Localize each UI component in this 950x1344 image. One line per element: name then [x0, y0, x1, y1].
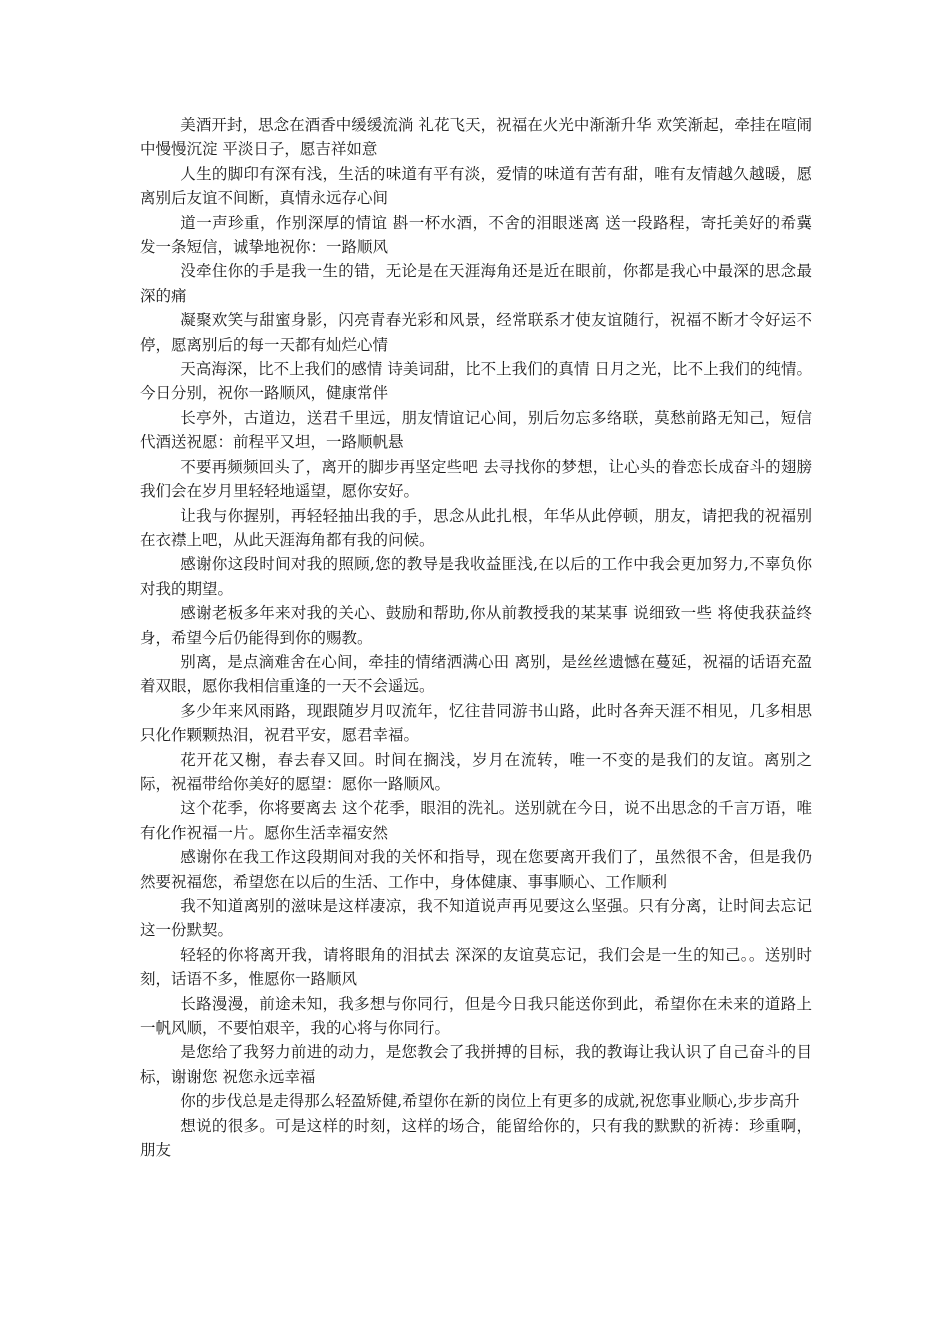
document-body	[140, 113, 812, 1162]
paragraph: 美酒开封，思念在酒香中缓缓流淌 礼花飞天，祝福在火光中渐渐升华 欢笑渐起，牵挂在喧闹中慢慢沉淀 平淡日子，愿吉祥如意	[140, 116, 812, 159]
paragraph: 让我与你握别，再轻轻抽出我的手，思念从此扎根，年华从此停顿，朋友，请把我的祝福别在衣襟上吧，从此天涯海角都有我的问候。	[140, 506, 812, 549]
paragraph: 长亭外，古道边，送君千里远，朋友情谊记心间，别后勿忘多络联，莫愁前路无知己，短信代酒送祝愿：前程平又坦，一路顺帆悬	[140, 408, 812, 452]
paragraph: 别离，是点滴难舍在心间，牵挂的情绪洒满心田 离别，是丝丝遗憾在蔓延，祝福的话语充盈着双眼，愿你我相信重逢的一天不会遥远。	[140, 652, 812, 696]
paragraph: 感谢老板多年来对我的关心、鼓励和帮助,你从前教授我的某某事 说细致一些 将使我获益终身，希望今后仍能得到你的赐教。	[140, 604, 812, 647]
paragraph: 没牵住你的手是我一生的错，无论是在天涯海角还是近在眼前，你都是我心中最深的思念最深的痛	[140, 262, 812, 305]
paragraph: 不要再频频回头了，离开的脚步再坚定些吧 去寻找你的梦想，让心头的眷恋长成奋斗的翅膀 我们会在岁月里轻轻地遥望，愿你安好。	[140, 457, 812, 501]
paragraph: 天高海深，比不上我们的感情 诗美词甜，比不上我们的真情 日月之光，比不上我们的纯情。今日分别，祝你一路顺风，健康常伴	[140, 360, 812, 403]
paragraph: 这个花季，你将要离去 这个花季，眼泪的洗礼。送别就在今日，说不出思念的千言万语，唯有化作祝福一片。愿你生活幸福安然	[140, 799, 812, 842]
paragraph: 人生的脚印有深有浅，生活的味道有平有淡，爱情的味道有苦有甜，唯有友情越久越暖，愿离别后友谊不间断，真情永远存心间	[140, 164, 812, 208]
paragraph: 道一声珍重，作别深厚的情谊 斟一杯水酒，不舍的泪眼迷离 送一段路程，寄托美好的希冀 发一条短信，诚挚地祝你：一路顺风	[140, 213, 812, 257]
paragraph: 轻轻的你将离开我，请将眼角的泪拭去 深深的友谊莫忘记，我们会是一生的知己。。送别时刻，话语不多，惟愿你一路顺风	[140, 945, 812, 989]
paragraph: 长路漫漫，前途未知，我多想与你同行，但是今日我只能送你到此，希望你在未来的道路上一帆风顺，不要怕艰辛，我的心将与你同行。	[140, 994, 812, 1038]
paragraph: 是您给了我努力前进的动力，是您教会了我拼搏的目标，我的教诲让我认识了自己奋斗的目标，谢谢您 祝您永远幸福	[140, 1043, 812, 1086]
paragraph: 感谢你在我工作这段期间对我的关怀和指导，现在您要离开我们了，虽然很不舍，但是我仍然要祝福您，希望您在以后的生活、工作中，身体健康、事事顺心、工作顺利	[140, 848, 812, 891]
paragraph: 花开花又榭，春去春又回。时间在搁浅，岁月在流转，唯一不变的是我们的友谊。离别之际，祝福带给你美好的愿望：愿你一路顺风。	[140, 750, 812, 793]
paragraph: 我不知道离别的滋味是这样凄凉，我不知道说声再见要这么坚强。只有分离，让时间去忘记这一份默契。	[140, 897, 812, 940]
paragraph: 你的步伐总是走得那么轻盈矫健,希望你在新的岗位上有更多的成就,祝您事业顺心,步步高升	[180, 1092, 800, 1111]
paragraph: 多少年来风雨路，现跟随岁月叹流年，忆往昔同游书山路，此时各奔天涯不相见，几多相思只化作颗颗热泪，祝君平安，愿君幸福。	[140, 701, 812, 745]
paragraph: 凝聚欢笑与甜蜜身影，闪亮青春光彩和风景，经常联系才使友谊随行，祝福不断才令好运不停，愿离别后的每一天都有灿烂心情	[140, 311, 812, 354]
paragraph: 想说的很多。可是这样的时刻，这样的场合，能留给你的，只有我的默默的祈祷：珍重啊，朋友	[140, 1116, 812, 1160]
paragraph: 感谢你这段时间对我的照顾,您的教导是我收益匪浅,在以后的工作中我会更加努力,不辜负你对我的期望。	[140, 555, 812, 598]
